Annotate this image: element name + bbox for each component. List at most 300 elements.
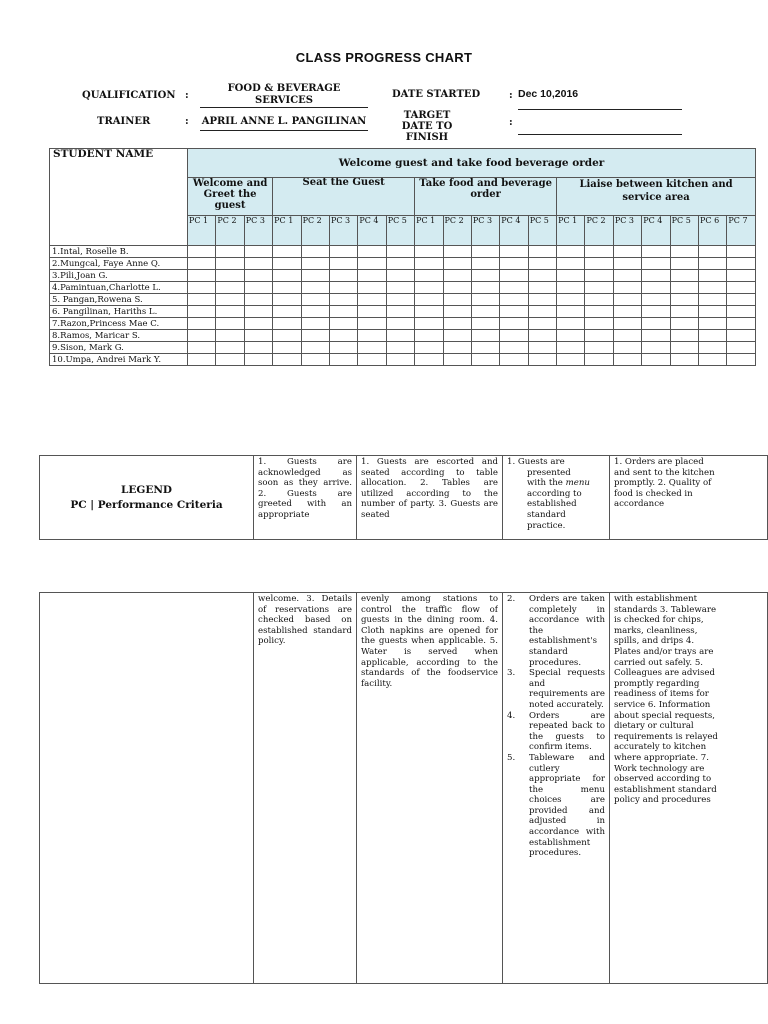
list-number: 2. <box>507 594 516 604</box>
progress-cell[interactable] <box>329 330 357 342</box>
progress-cell[interactable] <box>613 330 641 342</box>
pc-header-cell: PC 4 <box>500 216 528 246</box>
student-row <box>50 330 756 342</box>
progress-cell[interactable] <box>585 294 613 306</box>
progress-cell[interactable] <box>471 330 499 342</box>
pc-header-cell: PC 1 <box>188 216 216 246</box>
progress-cell[interactable] <box>386 282 414 294</box>
progress-cell[interactable] <box>216 282 244 294</box>
progress-cell[interactable] <box>670 294 698 306</box>
progress-cell[interactable] <box>386 342 414 354</box>
progress-cell[interactable] <box>443 306 471 318</box>
progress-cell[interactable] <box>386 354 414 366</box>
progress-cell[interactable] <box>273 246 301 258</box>
progress-cell[interactable] <box>642 342 670 354</box>
student-name: 6. Pangilinan, Hariths L. <box>50 306 188 318</box>
progress-cell[interactable] <box>216 342 244 354</box>
group-header-welcome: Welcome and Greet the guest <box>188 178 273 216</box>
progress-cell[interactable] <box>216 318 244 330</box>
progress-cell[interactable] <box>528 294 556 306</box>
progress-cell[interactable] <box>273 282 301 294</box>
list-text: Orders are repeated back to the guests to confirm items. <box>529 710 605 753</box>
progress-cell[interactable] <box>642 294 670 306</box>
progress-cell[interactable] <box>273 318 301 330</box>
progress-cell[interactable] <box>188 270 216 282</box>
pc-header-cell: PC 3 <box>613 216 641 246</box>
date-started-value: Dec 10,2016 <box>518 88 682 110</box>
student-row <box>50 354 756 366</box>
progress-cell[interactable] <box>557 246 585 258</box>
legend-top-col1 <box>254 456 357 540</box>
progress-cell[interactable] <box>613 294 641 306</box>
progress-cell[interactable] <box>273 330 301 342</box>
progress-cell[interactable] <box>557 342 585 354</box>
progress-cell[interactable] <box>273 342 301 354</box>
student-row <box>50 294 756 306</box>
pc-header-cell: PC 5 <box>670 216 698 246</box>
progress-cell[interactable] <box>727 294 756 306</box>
pc-header-cell: PC 2 <box>443 216 471 246</box>
progress-cell[interactable] <box>301 282 329 294</box>
competency-header: Welcome guest and take food beverage order <box>188 149 756 178</box>
pc-header-cell: PC 4 <box>358 216 386 246</box>
progress-cell[interactable] <box>557 306 585 318</box>
progress-cell[interactable] <box>528 354 556 366</box>
progress-cell[interactable] <box>244 342 272 354</box>
progress-cell[interactable] <box>642 258 670 270</box>
progress-cell[interactable] <box>273 258 301 270</box>
progress-cell[interactable] <box>188 342 216 354</box>
student-row <box>50 318 756 330</box>
progress-cell[interactable] <box>727 342 756 354</box>
progress-cell[interactable] <box>358 270 386 282</box>
progress-cell[interactable] <box>613 270 641 282</box>
progress-cell[interactable] <box>301 294 329 306</box>
target-date-label: TARGET DATE TO FINISH <box>401 110 453 143</box>
progress-cell[interactable] <box>415 282 443 294</box>
student-name: 10.Umpa, Andrei Mark Y. <box>50 354 188 366</box>
progress-cell[interactable] <box>585 270 613 282</box>
progress-cell[interactable] <box>642 246 670 258</box>
student-name: 2.Mungcal, Faye Anne Q. <box>50 258 188 270</box>
progress-cell[interactable] <box>358 306 386 318</box>
pc-header-cell: PC 1 <box>273 216 301 246</box>
progress-cell[interactable] <box>699 294 727 306</box>
progress-cell[interactable] <box>216 270 244 282</box>
legend-top-col3-text <box>507 457 605 538</box>
student-row <box>50 282 756 294</box>
trainer-value: APRIL ANNE L. PANGILINAN <box>200 116 368 131</box>
legend-table-bottom <box>39 592 768 984</box>
pc-header-cell: PC 3 <box>244 216 272 246</box>
progress-cell[interactable] <box>585 258 613 270</box>
progress-cell[interactable] <box>244 306 272 318</box>
progress-cell[interactable] <box>329 258 357 270</box>
list-text: Tableware and cutlery appropriate for the menu choices are provided and adjusted in accordance with establishment procedures. <box>529 752 605 859</box>
progress-cell[interactable] <box>358 354 386 366</box>
progress-cell[interactable] <box>358 294 386 306</box>
progress-cell[interactable] <box>358 330 386 342</box>
progress-cell[interactable] <box>273 294 301 306</box>
legend-bottom-col3-list <box>507 594 605 859</box>
progress-cell[interactable] <box>188 318 216 330</box>
progress-cell[interactable] <box>585 306 613 318</box>
progress-cell[interactable] <box>727 330 756 342</box>
legend-bottom-empty <box>40 593 254 984</box>
progress-cell[interactable] <box>699 330 727 342</box>
progress-cell[interactable] <box>471 258 499 270</box>
progress-cell[interactable] <box>415 318 443 330</box>
legend-bottom-col4-text: with establishment standards 3. Tableware is checked for chips, marks, cleanliness, spills, and drips 4. Plates and/or trays are carried out safely. 5. Colleagues are advised promptly regarding readiness of items for service 6. Information about special requests, dietary or cultural requirements is relayed accurately to kitchen where appropriate. 7. Work technology are observed according to establishment standard policy and procedures <box>614 594 718 806</box>
progress-cell[interactable] <box>557 270 585 282</box>
legend-line: 1. Guests are <box>507 457 565 467</box>
progress-cell[interactable] <box>670 246 698 258</box>
progress-cell[interactable] <box>415 246 443 258</box>
progress-cell[interactable] <box>528 258 556 270</box>
progress-cell[interactable] <box>301 306 329 318</box>
progress-cell[interactable] <box>216 306 244 318</box>
progress-cell[interactable] <box>358 342 386 354</box>
colon: : <box>185 116 189 127</box>
date-started-label: DATE STARTED <box>392 89 481 100</box>
progress-grid <box>49 148 756 366</box>
progress-cell[interactable] <box>642 282 670 294</box>
progress-cell[interactable] <box>273 354 301 366</box>
progress-cell[interactable] <box>386 246 414 258</box>
progress-cell[interactable] <box>528 270 556 282</box>
legend-list-item <box>507 711 605 753</box>
progress-cell[interactable] <box>642 270 670 282</box>
student-name: 4.Pamintuan,Charlotte L. <box>50 282 188 294</box>
progress-cell[interactable] <box>301 258 329 270</box>
progress-cell[interactable] <box>613 246 641 258</box>
progress-cell[interactable] <box>329 342 357 354</box>
progress-cell[interactable] <box>415 354 443 366</box>
progress-cell[interactable] <box>699 270 727 282</box>
legend-bottom-col2 <box>357 593 503 984</box>
progress-cell[interactable] <box>415 306 443 318</box>
progress-cell[interactable] <box>188 258 216 270</box>
progress-cell[interactable] <box>500 246 528 258</box>
progress-cell[interactable] <box>613 342 641 354</box>
progress-cell[interactable] <box>642 306 670 318</box>
legend-top-col2 <box>357 456 503 540</box>
pc-header-cell: PC 2 <box>301 216 329 246</box>
progress-cell[interactable] <box>301 246 329 258</box>
progress-cell[interactable] <box>500 282 528 294</box>
student-row <box>50 258 756 270</box>
list-number: 5. <box>507 752 516 763</box>
progress-cell[interactable] <box>386 318 414 330</box>
student-name: 1.Intal, Roselle B. <box>50 246 188 258</box>
pc-header-cell: PC 2 <box>585 216 613 246</box>
progress-cell[interactable] <box>699 258 727 270</box>
progress-cell[interactable] <box>670 306 698 318</box>
progress-cell[interactable] <box>329 354 357 366</box>
progress-cell[interactable] <box>500 270 528 282</box>
progress-cell[interactable] <box>443 318 471 330</box>
student-name-header: STUDENT NAME <box>50 149 188 246</box>
progress-cell[interactable] <box>528 306 556 318</box>
student-name: 9.Sison, Mark G. <box>50 342 188 354</box>
progress-cell[interactable] <box>443 342 471 354</box>
progress-cell[interactable] <box>244 246 272 258</box>
progress-cell[interactable] <box>244 330 272 342</box>
legend-line: practice. <box>527 520 566 531</box>
progress-cell[interactable] <box>443 258 471 270</box>
progress-cell[interactable] <box>415 270 443 282</box>
legend-top-col3 <box>503 456 610 540</box>
pc-header-cell: PC 5 <box>386 216 414 246</box>
progress-cell[interactable] <box>699 282 727 294</box>
progress-cell[interactable] <box>443 330 471 342</box>
progress-cell[interactable] <box>415 330 443 342</box>
student-row <box>50 306 756 318</box>
progress-cell[interactable] <box>613 306 641 318</box>
progress-cell[interactable] <box>557 282 585 294</box>
progress-cell[interactable] <box>386 306 414 318</box>
progress-cell[interactable] <box>244 258 272 270</box>
progress-cell[interactable] <box>415 342 443 354</box>
student-row <box>50 246 756 258</box>
progress-cell[interactable] <box>585 330 613 342</box>
progress-cell[interactable] <box>727 258 756 270</box>
progress-cell[interactable] <box>301 318 329 330</box>
progress-cell[interactable] <box>557 330 585 342</box>
progress-cell[interactable] <box>500 258 528 270</box>
progress-cell[interactable] <box>699 306 727 318</box>
progress-cell[interactable] <box>216 294 244 306</box>
progress-cell[interactable] <box>188 306 216 318</box>
group-header-take-order: Take food and beverage order <box>415 178 557 216</box>
progress-cell[interactable] <box>585 282 613 294</box>
student-name: 7.Razon,Princess Mae C. <box>50 318 188 330</box>
student-row <box>50 270 756 282</box>
legend-list-item <box>507 594 605 668</box>
colon: : <box>509 117 513 128</box>
progress-cell[interactable] <box>443 270 471 282</box>
progress-cell[interactable] <box>557 318 585 330</box>
progress-cell[interactable] <box>386 270 414 282</box>
student-name: 8.Ramos, Maricar S. <box>50 330 188 342</box>
progress-cell[interactable] <box>613 354 641 366</box>
progress-cell[interactable] <box>329 294 357 306</box>
progress-cell[interactable] <box>329 306 357 318</box>
progress-cell[interactable] <box>415 258 443 270</box>
progress-cell[interactable] <box>642 318 670 330</box>
progress-cell[interactable] <box>727 306 756 318</box>
progress-cell[interactable] <box>557 294 585 306</box>
progress-cell[interactable] <box>358 282 386 294</box>
progress-cell[interactable] <box>188 330 216 342</box>
progress-cell[interactable] <box>358 246 386 258</box>
progress-cell[interactable] <box>188 282 216 294</box>
legend-title: LEGEND <box>120 483 173 496</box>
progress-cell[interactable] <box>613 258 641 270</box>
legend-list-item <box>507 668 605 710</box>
pc-header-cell: PC 6 <box>699 216 727 246</box>
progress-cell[interactable] <box>670 354 698 366</box>
progress-grid-body <box>50 149 756 366</box>
list-text: Orders are taken completely in accordance with the establishment's standard procedures. <box>529 594 605 668</box>
progress-cell[interactable] <box>386 258 414 270</box>
progress-cell[interactable] <box>358 258 386 270</box>
legend-top-col1-text: 1. Guests are acknowledged as soon as they arrive. 2. Guests are greeted with an appropriate <box>258 457 352 520</box>
progress-cell[interactable] <box>670 282 698 294</box>
progress-cell[interactable] <box>329 282 357 294</box>
progress-cell[interactable] <box>557 354 585 366</box>
page-title: CLASS PROGRESS CHART <box>295 50 473 65</box>
student-name: 5. Pangan,Rowena S. <box>50 294 188 306</box>
progress-cell[interactable] <box>301 270 329 282</box>
progress-cell[interactable] <box>585 246 613 258</box>
progress-cell[interactable] <box>471 342 499 354</box>
student-row <box>50 342 756 354</box>
legend-top-col2-text: 1. Guests are escorted and seated according to table allocation. 2. Tables are utilized according to the number of party. 3. Guests are seated <box>361 457 498 520</box>
progress-cell[interactable] <box>244 318 272 330</box>
legend-top-col4 <box>610 456 768 540</box>
legend-bottom-col3 <box>503 593 610 984</box>
progress-cell[interactable] <box>386 294 414 306</box>
progress-cell[interactable] <box>244 294 272 306</box>
progress-cell[interactable] <box>670 330 698 342</box>
progress-cell[interactable] <box>642 354 670 366</box>
progress-cell[interactable] <box>642 330 670 342</box>
legend-list-item <box>507 753 605 859</box>
legend-title-cell <box>40 456 254 540</box>
progress-cell[interactable] <box>528 342 556 354</box>
colon: : <box>185 90 189 101</box>
colon: : <box>509 90 513 101</box>
progress-cell[interactable] <box>727 282 756 294</box>
progress-cell[interactable] <box>585 318 613 330</box>
progress-cell[interactable] <box>670 270 698 282</box>
progress-cell[interactable] <box>699 342 727 354</box>
progress-cell[interactable] <box>500 294 528 306</box>
legend-line: presented <box>527 467 571 478</box>
progress-cell[interactable] <box>301 330 329 342</box>
qualification-label: QUALIFICATION <box>82 90 176 101</box>
progress-cell[interactable] <box>273 270 301 282</box>
progress-cell[interactable] <box>188 354 216 366</box>
progress-cell[interactable] <box>216 354 244 366</box>
legend-table-top <box>39 455 768 540</box>
legend-bottom-col4 <box>610 593 768 984</box>
list-text: Special requests and requirements are noted accurately. <box>529 668 605 710</box>
progress-cell[interactable] <box>471 354 499 366</box>
progress-cell[interactable] <box>727 318 756 330</box>
progress-cell[interactable] <box>727 246 756 258</box>
progress-cell[interactable] <box>557 258 585 270</box>
legend-bottom-col1 <box>254 593 357 984</box>
student-name: 3.Pili,Joan G. <box>50 270 188 282</box>
progress-cell[interactable] <box>500 318 528 330</box>
trainer-label: TRAINER <box>97 116 151 127</box>
pc-header-cell: PC 5 <box>528 216 556 246</box>
target-date-value <box>518 112 682 135</box>
legend-top-col4-text: 1. Orders are placed and sent to the kitchen promptly. 2. Quality of food is checked in accordance <box>614 457 715 510</box>
progress-cell[interactable] <box>358 318 386 330</box>
progress-cell[interactable] <box>244 282 272 294</box>
progress-cell[interactable] <box>500 342 528 354</box>
legend-line: with the menu <box>527 478 590 489</box>
progress-cell[interactable] <box>500 306 528 318</box>
progress-cell[interactable] <box>585 354 613 366</box>
progress-cell[interactable] <box>301 354 329 366</box>
progress-cell[interactable] <box>670 258 698 270</box>
progress-cell[interactable] <box>471 282 499 294</box>
progress-cell[interactable] <box>216 258 244 270</box>
progress-cell[interactable] <box>699 246 727 258</box>
progress-cell[interactable] <box>329 246 357 258</box>
progress-cell[interactable] <box>443 282 471 294</box>
progress-cell[interactable] <box>528 282 556 294</box>
progress-cell[interactable] <box>443 294 471 306</box>
legend-line: standard <box>527 509 566 520</box>
pc-header-cell: PC 3 <box>471 216 499 246</box>
progress-cell[interactable] <box>500 354 528 366</box>
progress-cell[interactable] <box>471 294 499 306</box>
progress-cell[interactable] <box>329 318 357 330</box>
progress-cell[interactable] <box>216 246 244 258</box>
pc-header-cell: PC 1 <box>557 216 585 246</box>
pc-header-cell: PC 3 <box>329 216 357 246</box>
progress-cell[interactable] <box>443 354 471 366</box>
progress-cell[interactable] <box>727 270 756 282</box>
progress-cell[interactable] <box>188 294 216 306</box>
progress-cell[interactable] <box>528 246 556 258</box>
progress-cell[interactable] <box>670 342 698 354</box>
progress-cell[interactable] <box>471 270 499 282</box>
progress-cell[interactable] <box>670 318 698 330</box>
progress-cell[interactable] <box>585 342 613 354</box>
progress-cell[interactable] <box>471 246 499 258</box>
progress-cell[interactable] <box>699 318 727 330</box>
legend-line: established <box>527 499 577 510</box>
progress-cell[interactable] <box>443 246 471 258</box>
progress-cell[interactable] <box>528 318 556 330</box>
progress-cell[interactable] <box>216 330 244 342</box>
progress-cell[interactable] <box>471 318 499 330</box>
progress-cell[interactable] <box>415 294 443 306</box>
progress-cell[interactable] <box>699 354 727 366</box>
group-header-liaise: Liaise between kitchen and service area <box>557 178 756 216</box>
progress-cell[interactable] <box>613 282 641 294</box>
pc-header-cell: PC 2 <box>216 216 244 246</box>
progress-cell[interactable] <box>188 246 216 258</box>
legend-line: according to <box>527 488 582 499</box>
progress-cell[interactable] <box>386 330 414 342</box>
progress-cell[interactable] <box>244 270 272 282</box>
progress-cell[interactable] <box>500 330 528 342</box>
progress-cell[interactable] <box>301 342 329 354</box>
list-number: 3. <box>507 668 516 679</box>
group-header-seat: Seat the Guest <box>273 178 415 216</box>
legend-bottom-col2-text: evenly among stations to control the traffic flow of guests in the dining room. 4. Cloth napkins are opened for the guests when applicable. 5. Water is served when applicable, according to the standards of the foodservice facility. <box>361 594 498 689</box>
legend-subtitle: PC | Performance Criteria <box>70 498 223 511</box>
progress-cell[interactable] <box>528 330 556 342</box>
legend-bottom-col1-text: welcome. 3. Details of reservations are checked based on established standard policy. <box>258 594 352 647</box>
progress-cell[interactable] <box>329 270 357 282</box>
pc-header-cell: PC 7 <box>727 216 756 246</box>
progress-cell[interactable] <box>471 306 499 318</box>
pc-header-cell: PC 1 <box>415 216 443 246</box>
progress-cell[interactable] <box>244 354 272 366</box>
progress-cell[interactable] <box>273 306 301 318</box>
progress-cell[interactable] <box>613 318 641 330</box>
progress-cell[interactable] <box>727 354 756 366</box>
qualification-value: FOOD & BEVERAGE SERVICES <box>200 83 368 108</box>
